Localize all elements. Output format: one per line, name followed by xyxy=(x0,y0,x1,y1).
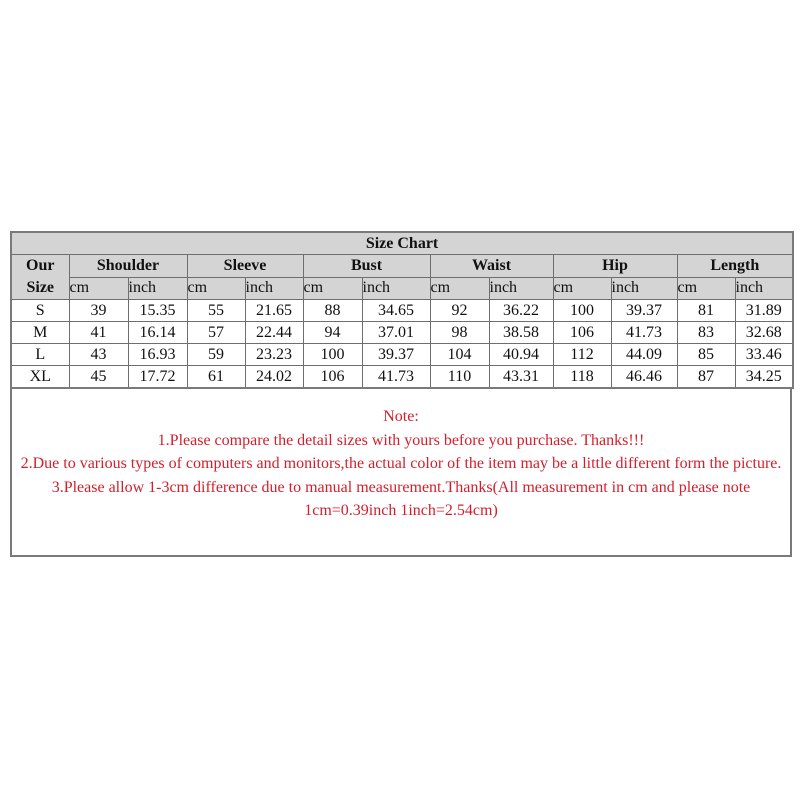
cell: 22.44 xyxy=(245,322,303,344)
unit-inch: inch xyxy=(489,277,553,300)
table-row-s xyxy=(11,300,793,322)
cell: 40.94 xyxy=(489,344,553,366)
size-chart-container xyxy=(10,231,792,557)
table-row-xl xyxy=(11,366,793,389)
cell: 61 xyxy=(187,366,245,389)
unit-inch: inch xyxy=(245,277,303,300)
cell: 106 xyxy=(553,322,611,344)
cell: 41.73 xyxy=(611,322,677,344)
table-row-m xyxy=(11,322,793,344)
measurement-header-row xyxy=(11,255,793,278)
note-line-2: 2.Due to various types of computers and monitors,the actual color of the item may be a little different form the picture. xyxy=(20,455,782,472)
cell: 44.09 xyxy=(611,344,677,366)
cell: 31.89 xyxy=(735,300,793,322)
our-size-header xyxy=(11,255,69,300)
cell: 104 xyxy=(430,344,489,366)
cell: 21.65 xyxy=(245,300,303,322)
unit-inch: inch xyxy=(611,277,677,300)
cell: 34.65 xyxy=(362,300,430,322)
unit-cm: cm xyxy=(303,277,362,300)
our-size-line-2: Size xyxy=(26,279,55,296)
cell: 41 xyxy=(69,322,128,344)
cell: 57 xyxy=(187,322,245,344)
header-shoulder: Shoulder xyxy=(69,255,187,278)
chart-title: Size Chart xyxy=(11,232,793,255)
size-label: L xyxy=(11,344,69,366)
cell: 39 xyxy=(69,300,128,322)
unit-inch: inch xyxy=(128,277,187,300)
unit-cm: cm xyxy=(677,277,735,300)
unit-cm: cm xyxy=(69,277,128,300)
cell: 33.46 xyxy=(735,344,793,366)
size-chart-table xyxy=(10,231,794,389)
note-line-1: 1.Please compare the detail sizes with yours before you purchase. Thanks!!! xyxy=(157,431,645,449)
size-label: S xyxy=(11,300,69,322)
cell: 15.35 xyxy=(128,300,187,322)
cell: 36.22 xyxy=(489,300,553,322)
header-bust: Bust xyxy=(303,255,430,278)
cell: 87 xyxy=(677,366,735,389)
unit-inch: inch xyxy=(735,277,793,300)
title-row xyxy=(11,232,793,255)
cell: 94 xyxy=(303,322,362,344)
note-heading: Note: xyxy=(383,408,419,425)
cell: 55 xyxy=(187,300,245,322)
cell: 46.46 xyxy=(611,366,677,389)
cell: 32.68 xyxy=(735,322,793,344)
header-hip: Hip xyxy=(553,255,677,278)
note-line-3: 3.Please allow 1-3cm difference due to manual measurement.Thanks(All measurement in cm and please note 1cm=0.39inch 1inch=2.54cm) xyxy=(51,478,751,519)
cell: 100 xyxy=(303,344,362,366)
cell: 16.14 xyxy=(128,322,187,344)
cell: 106 xyxy=(303,366,362,389)
cell: 34.25 xyxy=(735,366,793,389)
cell: 41.73 xyxy=(362,366,430,389)
notes-section xyxy=(10,389,792,557)
unit-inch: inch xyxy=(362,277,430,300)
cell: 110 xyxy=(430,366,489,389)
cell: 43.31 xyxy=(489,366,553,389)
cell: 88 xyxy=(303,300,362,322)
unit-header-row xyxy=(11,277,793,300)
cell: 59 xyxy=(187,344,245,366)
size-label: XL xyxy=(11,366,69,389)
cell: 38.58 xyxy=(489,322,553,344)
cell: 39.37 xyxy=(611,300,677,322)
unit-cm: cm xyxy=(553,277,611,300)
size-label: M xyxy=(11,322,69,344)
cell: 39.37 xyxy=(362,344,430,366)
unit-cm: cm xyxy=(187,277,245,300)
cell: 24.02 xyxy=(245,366,303,389)
cell: 118 xyxy=(553,366,611,389)
table-row-l xyxy=(11,344,793,366)
our-size-line-1: Our xyxy=(26,257,55,274)
header-sleeve: Sleeve xyxy=(187,255,303,278)
cell: 85 xyxy=(677,344,735,366)
cell: 100 xyxy=(553,300,611,322)
cell: 83 xyxy=(677,322,735,344)
cell: 45 xyxy=(69,366,128,389)
cell: 98 xyxy=(430,322,489,344)
unit-cm: cm xyxy=(430,277,489,300)
cell: 37.01 xyxy=(362,322,430,344)
cell: 92 xyxy=(430,300,489,322)
header-waist: Waist xyxy=(430,255,553,278)
cell: 16.93 xyxy=(128,344,187,366)
cell: 17.72 xyxy=(128,366,187,389)
cell: 23.23 xyxy=(245,344,303,366)
header-length: Length xyxy=(677,255,793,278)
cell: 43 xyxy=(69,344,128,366)
cell: 112 xyxy=(553,344,611,366)
cell: 81 xyxy=(677,300,735,322)
